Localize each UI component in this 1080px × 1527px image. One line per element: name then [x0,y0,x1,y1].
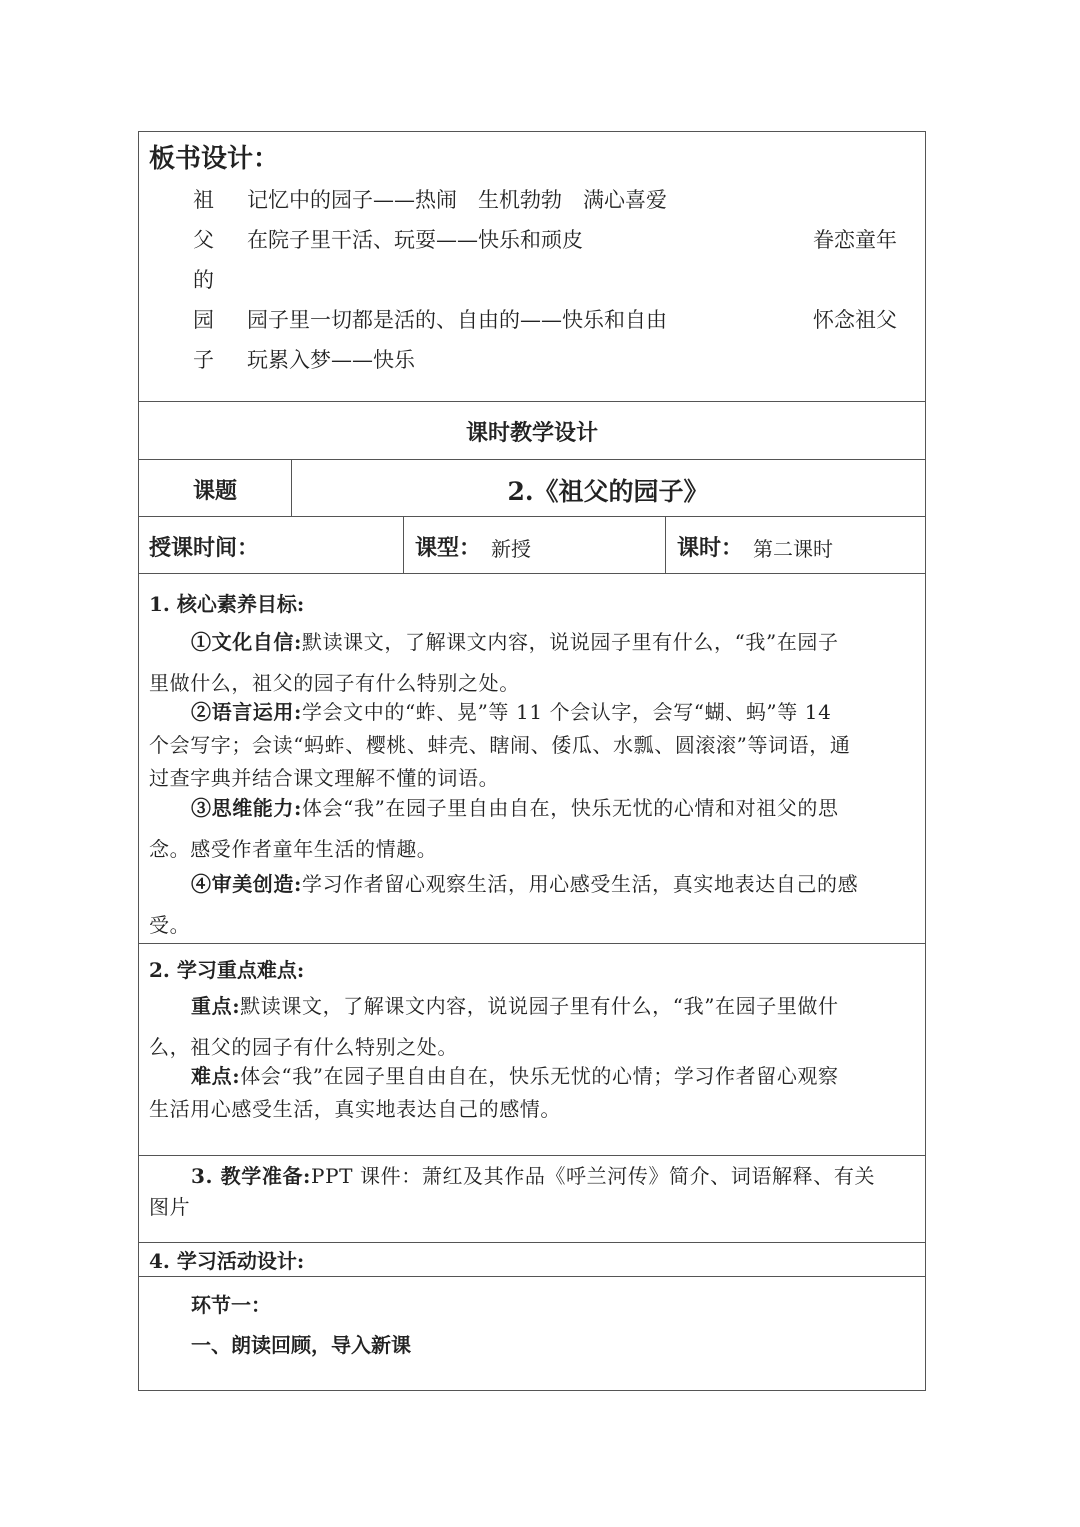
activity-step-label: 环节一： [191,1293,271,1317]
board-line-2: 在院子里干活、玩耍——快乐和顽皮 [247,228,583,252]
board-vertical-char-4: 园 [193,308,214,332]
goal-4-line1: 学习作者留心观察生活，用心感受生活，真实地表达自己的感 [301,872,859,896]
board-heading: 板书设计： [149,144,280,174]
goal-3-line2: 念。感受作者童年生活的情趣。 [149,837,438,861]
board-vertical-char-3: 的 [193,268,214,292]
focus-line1: 默读课文，了解课文内容，说说园子里有什么，“我”在园子里做什 [240,994,839,1018]
difficulty-label: 难点: [191,1064,241,1088]
topic-row [139,460,925,517]
board-line-3-theme: 怀念祖父 [813,308,897,332]
goal-aesthetic-creation [149,868,915,938]
goal-3-label: ③思维能力: [191,796,302,820]
difficulty-line1: 体会“我”在园子里自由自在，快乐无忧的心情；学习作者留心观察 [240,1064,839,1088]
goal-language-use [149,696,915,791]
keypoints-heading: 2. 学习重点难点: [149,958,305,982]
board-line-3: 园子里一切都是活的、自由的——快乐和自由 [247,308,667,332]
board-vertical-char-1: 祖 [193,188,214,212]
prep-line2: 图片 [149,1195,191,1219]
key-points-section [139,944,925,1156]
goal-4-line2: 受。 [149,913,191,937]
goal-1-line2: 里做什么，祖父的园子有什么特别之处。 [149,671,520,695]
goal-2-line3: 过查字典并结合课文理解不懂的词语。 [149,766,500,790]
board-design-section [139,132,925,402]
lesson-plan-table [138,131,926,1391]
activities-content [139,1277,925,1390]
core-goals-section [139,574,925,944]
prep-label: 3. 教学准备: [191,1164,312,1188]
focus-line2: 么，祖父的园子有什么特别之处。 [149,1035,458,1059]
activity-step-title: 一、朗读回顾，导入新课 [191,1333,411,1357]
lesson-type-value: 新授 [491,537,531,561]
topic-label: 课题 [192,478,237,504]
goal-4-label: ④审美创造: [191,872,302,896]
goal-2-label: ②语言运用: [191,700,302,724]
goal-cultural-confidence [149,626,915,696]
meta-row [139,517,925,574]
focus-paragraph [149,990,915,1060]
board-vertical-char-2: 父 [193,228,214,252]
prep-line1: PPT 课件：萧红及其作品《呼兰河传》简介、词语解释、有关 [311,1164,876,1188]
activities-heading-row [139,1243,925,1277]
class-time-label: 授课时间： [149,535,260,561]
lesson-period-value: 第二课时 [753,537,833,561]
goal-2-line1: 学会文中的“蚱、晃”等 11 个会认字，会写“蝴、蚂”等 14 [301,700,832,724]
focus-label: 重点: [191,994,241,1018]
goal-2-line2: 个会写字；会读“蚂蚱、樱桃、蚌壳、瞎闹、倭瓜、水瓢、圆滚滚”等词语，通 [149,733,851,757]
board-vertical-char-5: 子 [193,348,214,372]
board-line-4: 玩累入梦——快乐 [247,348,415,372]
section-title: 课时教学设计 [465,420,598,446]
goal-3-line1: 体会“我”在园子里自由自在，快乐无忧的心情和对祖父的思 [301,796,839,820]
lesson-period-label: 课时： [677,535,744,561]
lesson-type-label: 课型： [415,535,482,561]
topic-value: 2.《祖父的园子》 [507,477,709,506]
activities-heading: 4. 学习活动设计: [149,1249,305,1273]
section-title-row [139,402,925,460]
board-line-1: 记忆中的园子——热闹 生机勃勃 满心喜爱 [247,188,667,212]
board-line-2-theme: 眷恋童年 [813,228,897,252]
meta-divider-1 [403,517,404,573]
goal-thinking-ability [149,792,915,862]
goals-heading: 1. 核心素养目标: [149,592,305,616]
preparation-paragraph [149,1160,915,1220]
goal-1-line1: 默读课文，了解课文内容，说说园子里有什么，“我”在园子 [301,630,839,654]
difficulty-paragraph [149,1060,915,1122]
preparation-section [139,1156,925,1243]
difficulty-line2: 生活用心感受生活，真实地表达自己的感情。 [149,1097,561,1121]
goal-1-label: ①文化自信: [191,630,302,654]
meta-divider-2 [665,517,666,573]
